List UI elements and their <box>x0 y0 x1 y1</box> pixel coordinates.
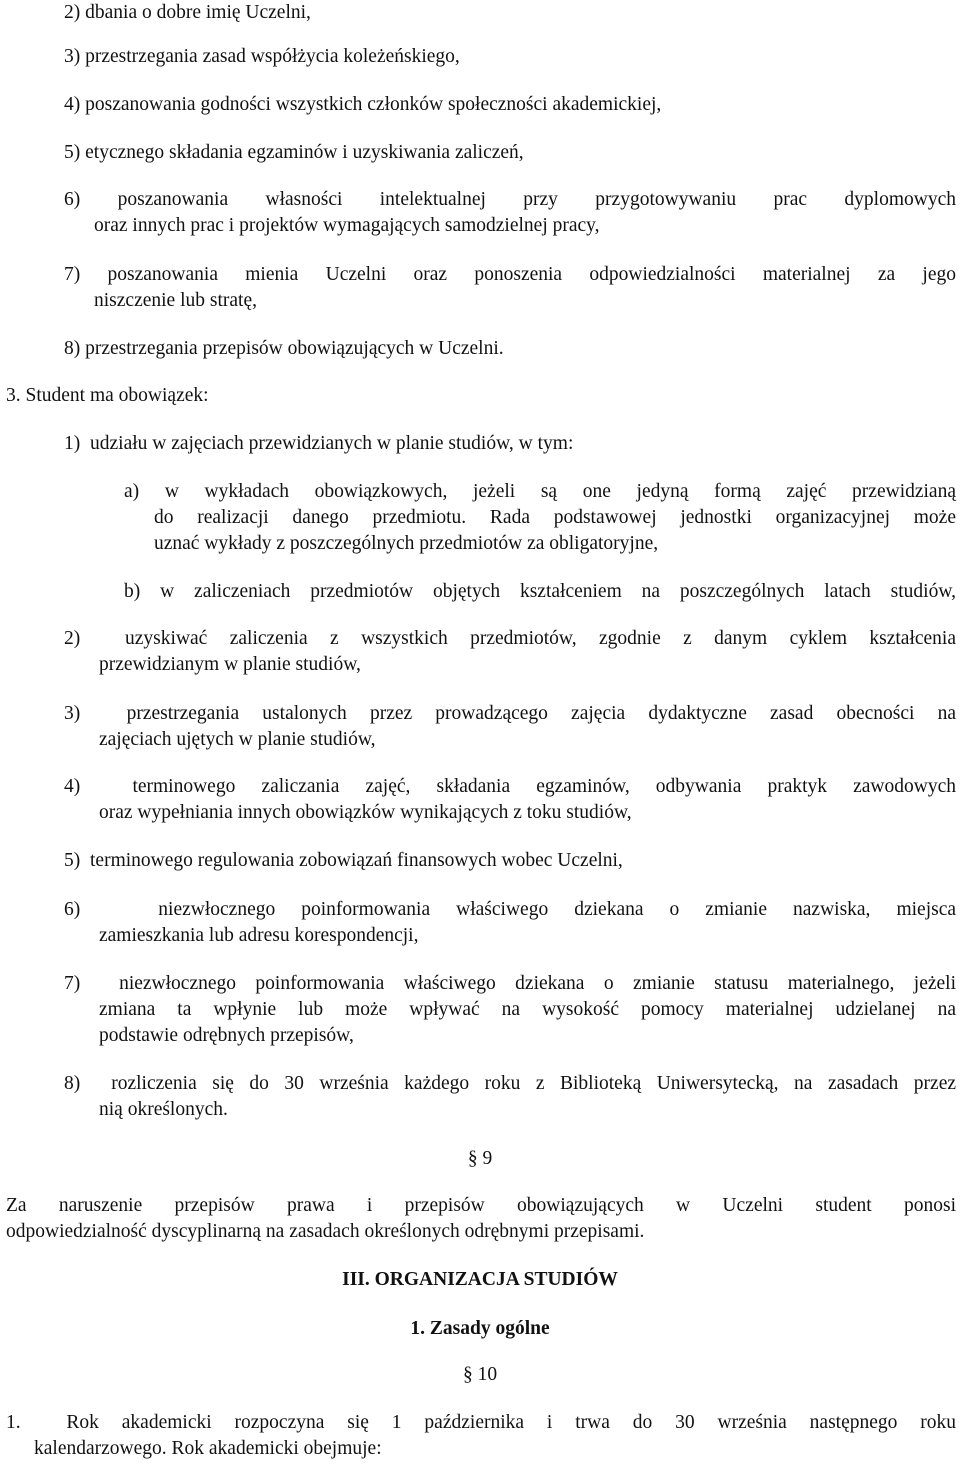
item-number: 1) <box>64 433 81 454</box>
item-text-line: oraz wypełniania innych obowiązków wynikających z toku studiów, <box>99 802 632 823</box>
item-text-line: poszanowania własności intelektualnej przy przygotowywaniu prac dyplomowych <box>117 189 956 210</box>
item-number: 7) <box>64 973 81 994</box>
item-text-line: nią określonych. <box>99 1099 228 1120</box>
item-text: przestrzegania przepisów obowiązujących w Uczelni. <box>85 338 504 359</box>
item-text-line: przewidzianym w planie studiów, <box>99 654 361 675</box>
item-text-line: niezwłocznego poinformowania właściwego dziekana o zmianie statusu materialnego, jeżeli <box>119 973 956 994</box>
item-text: udziału w zajęciach przewidzianych w planie studiów, w tym: <box>90 433 574 454</box>
item-text-line: oraz innych prac i projektów wymagających samodzielnej pracy, <box>94 215 600 236</box>
list-item <box>64 971 956 1049</box>
paragraph-number: 1. <box>6 1412 21 1433</box>
item-number: 7) <box>64 264 81 285</box>
item-number: 4) <box>64 94 81 115</box>
list-item <box>64 774 956 826</box>
sub-list-item <box>124 479 956 557</box>
list-item <box>64 897 956 949</box>
list-item <box>64 848 956 874</box>
section-heading: 3. Student ma obowiązek: <box>6 385 209 406</box>
item-text-line: przestrzegania ustalonych przez prowadzącego zajęcia dydaktyczne zasad obecności na <box>126 703 957 724</box>
item-text-line: rozliczenia się do 30 września każdego roku z Biblioteką Uniwersytecką, na zasadach przez <box>111 1073 957 1094</box>
item-text: etycznego składania egzaminów i uzyskiwania zaliczeń, <box>85 142 524 163</box>
item-text-line: zmiana ta wpłynie lub może wpływać na wysokość pomocy materialnej udzielanej na <box>99 999 956 1020</box>
sub-list-item <box>124 579 956 605</box>
item-text-line: podstawie odrębnych przepisów, <box>99 1025 354 1046</box>
item-number: 5) <box>64 850 81 871</box>
item-number: 3) <box>64 46 81 67</box>
item-letter: b) <box>124 581 141 602</box>
item-text: przestrzegania zasad współżycia koleżeńskiego, <box>85 46 460 67</box>
item-number: 2) <box>64 628 81 649</box>
list-item <box>64 1071 956 1123</box>
list-item <box>64 626 956 678</box>
list-item <box>64 44 956 70</box>
item-text: terminowego regulowania zobowiązań finansowych wobec Uczelni, <box>90 850 623 871</box>
list-item <box>64 701 956 753</box>
list-item <box>64 431 956 457</box>
item-text-line: uznać wykłady z poszczególnych przedmiotów za obligatoryjne, <box>154 533 659 554</box>
list-item <box>64 336 956 362</box>
item-number: 6) <box>64 189 81 210</box>
list-item <box>64 187 956 239</box>
item-text-line: niezwłocznego poinformowania właściwego dziekana o zmianie nazwiska, miejsca <box>158 899 957 920</box>
paragraph-line: Za naruszenie przepisów prawa i przepisów obowiązujących w Uczelni student ponosi <box>6 1195 956 1216</box>
item-letter: a) <box>124 481 140 502</box>
list-item <box>64 92 956 118</box>
list-item <box>64 262 956 314</box>
item-text-line: zamieszkania lub adresu korespondencji, <box>99 925 419 946</box>
item-number: 6) <box>64 899 81 920</box>
item-text-line: do realizacji danego przedmiotu. Rada podstawowej jednostki organizacyjnej może <box>154 507 956 528</box>
item-number: 4) <box>64 776 81 797</box>
paragraph-line: kalendarzowego. Rok akademicki obejmuje: <box>34 1438 382 1459</box>
paragraph-line: Rok akademicki rozpoczyna się 1 października i trwa do 30 września następnego roku <box>66 1412 957 1433</box>
item-text: poszanowania godności wszystkich członków społeczności akademickiej, <box>85 94 662 115</box>
paragraph-text <box>6 1410 956 1462</box>
paragraph-text <box>6 1193 956 1245</box>
item-number: 3) <box>64 703 81 724</box>
item-number: 8) <box>64 338 81 359</box>
paragraph-line: odpowiedzialność dyscyplinarną na zasadach określonych odrębnymi przepisami. <box>6 1221 645 1242</box>
item-number: 2) <box>64 2 81 23</box>
item-text: dbania o dobre imię Uczelni, <box>85 2 311 23</box>
paragraph-symbol: § 9 <box>467 1148 493 1169</box>
item-number: 5) <box>64 142 81 163</box>
item-text-line: terminowego zaliczania zajęć, składania egzaminów, odbywania praktyk zawodowych <box>132 776 957 797</box>
item-text-line: zajęciach ujętych w planie studiów, <box>99 729 376 750</box>
subsection-title: 1. Zasady ogólne <box>410 1318 550 1339</box>
item-text-line: w wykładach obowiązkowych, jeżeli są one jedyną formą zajęć przewidzianą <box>164 481 956 502</box>
item-text-line: niszczenie lub stratę, <box>94 290 257 311</box>
item-number: 8) <box>64 1073 81 1094</box>
item-text-line: poszanowania mienia Uczelni oraz ponoszenia odpowiedzialności materialnej za jego <box>107 264 956 285</box>
item-text-line: uzyskiwać zaliczenia z wszystkich przedmiotów, zgodnie z danym cyklem kształcenia <box>125 628 957 649</box>
list-item <box>64 0 956 26</box>
list-item <box>64 140 956 166</box>
chapter-title: III. ORGANIZACJA STUDIÓW <box>342 1269 618 1290</box>
item-text: w zaliczeniach przedmiotów objętych kształceniem na poszczególnych latach studiów, <box>160 581 957 602</box>
paragraph-symbol: § 10 <box>462 1364 498 1385</box>
